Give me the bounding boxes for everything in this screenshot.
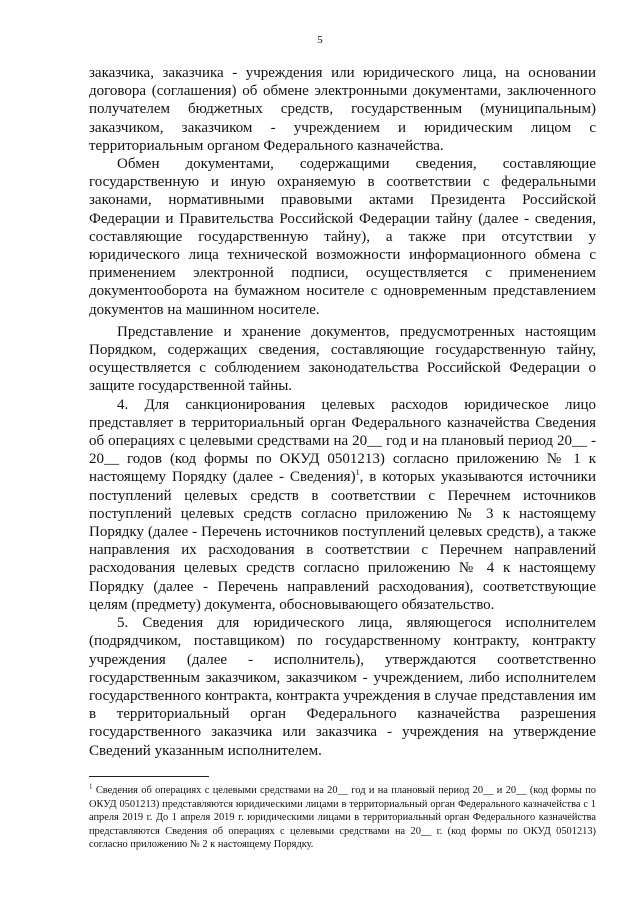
paragraph-exchange-documents: Обмен документами, содержащими сведения, составляющие государственную и иную охраняемую в соответствии с федеральными законами, нормативными правовыми актами Президента Российской Федерации и Правительства Российской Федерации тайну (далее - сведения, составляющие государственную тайну), а также при отсутствии у юридического лица технической возможности информационного обмена с применением электронной подписи, осуществляется с применением документооборота на бумажном носителе с одновременным представлением документов на машинном носителе. — [89, 156, 596, 318]
footnote — [89, 784, 596, 852]
item-4-text-after: , в которых указываются источники поступлений целевых средств в соответствии с Перечнем источников поступлений целевых средств согласно приложению № 3 к настоящему Порядку (далее - Перечень источников поступлений целевых средств), а также направления их расходования в соответствии с Перечнем направлений расходования целевых средств согласно приложению № 4 к настоящему Порядку (далее - Перечень направлений расходования), соответствующие целям (предмету) документа, обосновывающего обязательство. — [89, 469, 596, 613]
footnote-text — [89, 784, 596, 852]
paragraph-storage: Представление и хранение документов, предусмотренных настоящим Порядком, содержащих сведения, составляющие государственную тайну, осуществляется с соблюдением законодательства Российской Федерации о защите государственной тайны. — [89, 323, 596, 395]
paragraph-continuation: заказчика, заказчика - учреждения или юридического лица, на основании договора (соглашения) об обмене электронными документами, заключенного получателем бюджетных средств, государственным (муниципальным) заказчиком, заказчиком - учреждением и юридическим лицом с территориальным органом Федерального казначейства. — [89, 65, 596, 154]
main-body — [89, 64, 596, 760]
footnote-body: Сведения об операциях с целевыми средствами на 20__ год и на плановый период 20__ и 20__ (код формы по ОКУД 0501213) представляются юридическими лицами в территориальный орган Федерального казначейства с 1 апреля 2019 г. До 1 апреля 2019 г. юридическими лицами в территориальный орган Федерального казначейства представляются Сведения об операциях с целевыми средствами на 20__ г. (код формы по ОКУД 0501213) согласно приложению № 2 к настоящему Порядку. — [89, 785, 596, 851]
footnote-mark: 1 — [89, 782, 93, 791]
footnote-divider — [89, 776, 209, 777]
footnote-reference: 1 — [355, 468, 360, 478]
item-4-text-before: 4. Для санкционирования целевых расходов юридическое лицо представляет в территориальный орган Федерального казначейства Сведения об операциях с целевыми средствами на 20__ год и на плановый период 20__ - 20__ годов (код формы по ОКУД 0501213) согласно приложению № 1 к настоящему Порядку (далее - Сведения) — [89, 396, 596, 486]
paragraph-item-5: 5. Сведения для юридического лица, являющегося исполнителем (подрядчиком, поставщиком) по государственному контракту, контракту учреждения (далее - исполнитель), утверждаются соответственно государственным заказчиком, заказчиком - учреждением, либо исполнителем государственного контракта, контракта учреждения в случае представления им в территориальный орган Федерального казначейства разрешения государственного заказчика или заказчика - учреждения на утверждение Сведений указанным исполнителем. — [89, 615, 596, 759]
page-number: 5 — [317, 34, 323, 46]
paragraph-item-4 — [89, 396, 596, 614]
